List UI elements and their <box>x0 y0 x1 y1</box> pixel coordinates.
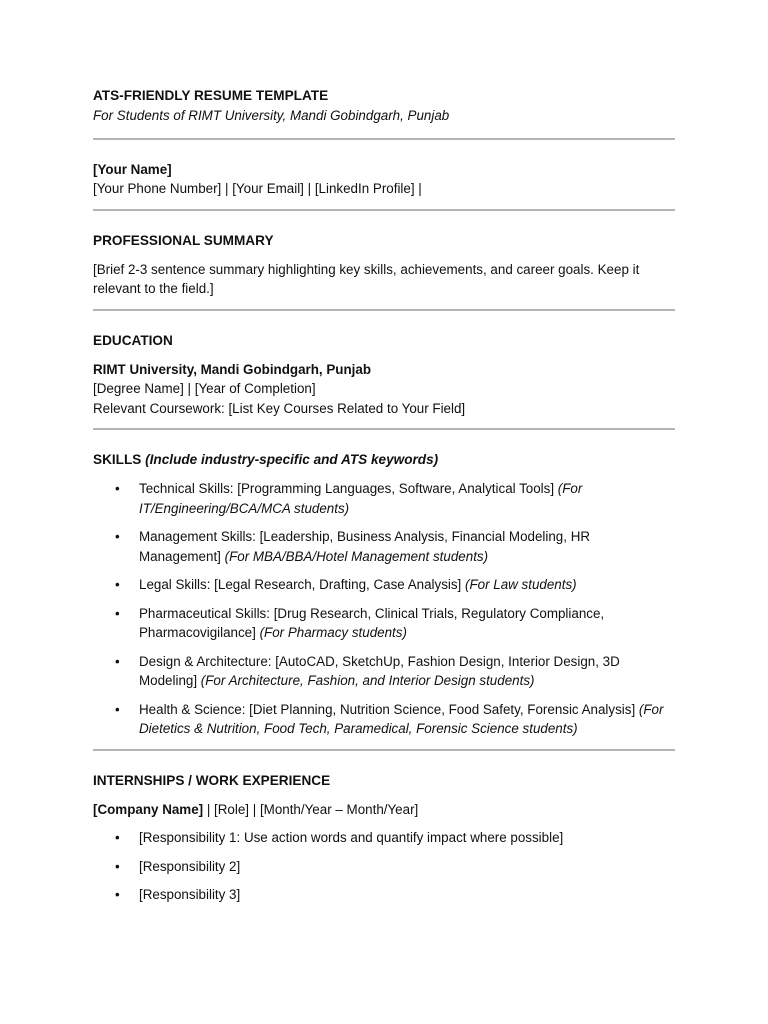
summary-heading: PROFESSIONAL SUMMARY <box>93 232 274 248</box>
education-heading: EDUCATION <box>93 332 173 348</box>
skill-item-health <box>93 700 675 739</box>
skill-note: (For Pharmacy students) <box>259 625 407 640</box>
experience-heading: INTERNSHIPS / WORK EXPERIENCE <box>93 772 331 788</box>
education-coursework: Relevant Coursework: [List Key Courses Related to Your Field] <box>93 400 466 416</box>
skill-item-design <box>93 652 675 691</box>
skill-item-management <box>93 527 675 566</box>
responsibility-item <box>93 828 675 848</box>
skill-note: (For Architecture, Fashion, and Interior Design students) <box>200 673 535 688</box>
role-dates: | [Role] | [Month/Year – Month/Year] <box>203 801 419 817</box>
document-title: ATS-FRIENDLY RESUME TEMPLATE <box>93 88 329 103</box>
responsibility-item <box>93 857 675 877</box>
bullet-icon: • <box>115 529 120 544</box>
bullet-icon: • <box>115 653 120 669</box>
skill-note: (For Law students) <box>465 577 577 592</box>
responsibility-text: [Responsibility 2] <box>139 858 241 874</box>
bullet-icon: • <box>115 701 120 717</box>
responsibilities-list <box>93 828 675 905</box>
bullet-icon: • <box>115 858 120 874</box>
responsibility-text: [Responsibility 1: Use action words and quantify impact where possible] <box>139 830 564 845</box>
skill-text: Pharmaceutical Skills: [Drug Research, Clinical Trials, Regulatory Compliance, Pharmacovigilance] <box>139 605 605 640</box>
skill-note: (For MBA/BBA/Hotel Management students) <box>224 548 489 564</box>
skill-text: Legal Skills: [Legal Research, Drafting, Case Analysis] <box>139 577 465 592</box>
experience-company-row <box>93 800 675 820</box>
skill-note: (For Dietetics & Nutrition, Food Tech, Paramedical, Forensic Science students) <box>139 701 664 736</box>
responsibility-text: [Responsibility 3] <box>139 887 241 902</box>
skill-item-technical <box>93 479 675 518</box>
bullet-icon: • <box>115 887 120 902</box>
bullet-icon: • <box>115 830 120 845</box>
skill-text: Design & Architecture: [AutoCAD, SketchUp, Fashion Design, Interior Design, 3D Modeling] <box>139 653 620 688</box>
skill-text: Management Skills: [Leadership, Business Analysis, Financial Modeling, HR Management] <box>139 529 591 564</box>
education-degree: [Degree Name] | [Year of Completion] <box>93 381 316 396</box>
skill-item-pharmaceutical <box>93 604 675 643</box>
bullet-icon: • <box>115 577 120 592</box>
contact-details: [Your Phone Number] | [Your Email] | [LinkedIn Profile] | <box>93 181 422 196</box>
summary-text: [Brief 2-3 sentence summary highlighting key skills, achievements, and career goals. Keep it relevant to the field.] <box>93 261 640 296</box>
bullet-icon: • <box>115 605 120 621</box>
candidate-name: [Your Name] <box>93 161 172 177</box>
bullet-icon: • <box>115 481 120 496</box>
company-name: [Company Name] <box>93 801 204 817</box>
document-subtitle: For Students of RIMT University, Mandi Gobindgarh, Punjab <box>93 108 450 123</box>
education-institution: RIMT University, Mandi Gobindgarh, Punjab <box>93 361 371 377</box>
skills-heading-row <box>93 450 675 470</box>
skill-note: (For IT/Engineering/BCA/MCA students) <box>139 481 583 516</box>
responsibility-item <box>93 885 675 905</box>
skills-heading-note: (Include industry-specific and ATS keywords) <box>145 452 439 467</box>
resume-content <box>93 86 675 905</box>
skill-text: Technical Skills: [Programming Languages, Software, Analytical Tools] <box>139 481 558 496</box>
skill-item-legal <box>93 575 675 595</box>
skills-heading: SKILLS <box>93 452 142 467</box>
skill-text: Health & Science: [Diet Planning, Nutrition Science, Food Safety, Forensic Analysis] <box>139 701 639 717</box>
skills-list <box>93 479 675 739</box>
